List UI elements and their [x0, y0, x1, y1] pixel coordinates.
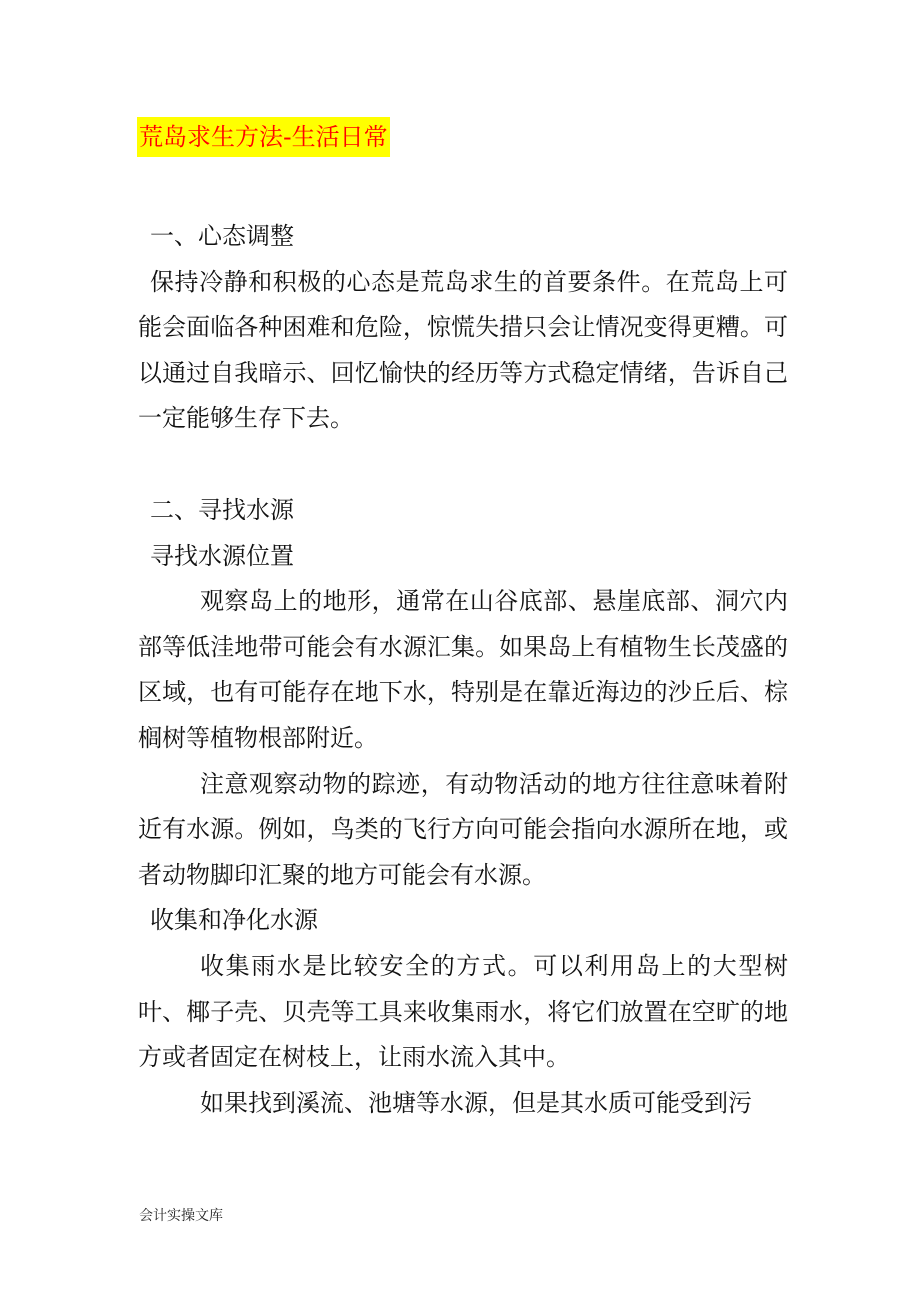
section-heading-water: 二、寻找水源	[150, 495, 294, 524]
paragraph-streams: 如果找到溪流、池塘等水源，但是其水质可能受到污	[200, 1088, 752, 1117]
subheading-find-water-location: 寻找水源位置	[150, 541, 294, 570]
section-spacer	[138, 442, 788, 488]
footer-source-label: 会计实操文库	[139, 1208, 223, 1224]
document-title: 荒岛求生方法-生活日常	[137, 117, 390, 157]
paragraph-animal-tracks: 注意观察动物的踪迹，有动物活动的地方往往意味着附近有水源。例如，鸟类的飞行方向可能会指向水源所在地，或者动物脚印汇聚的地方可能会有水源。	[138, 769, 788, 889]
paragraph-terrain: 观察岛上的地形，通常在山谷底部、悬崖底部、洞穴内部等低洼地带可能会有水源汇集。如果岛上有植物生长茂盛的区域，也有可能存在地下水，特别是在靠近海边的沙丘后、棕榈树等植物根部附近。	[138, 587, 788, 752]
document-body	[138, 214, 788, 1126]
paragraph-mindset: 保持冷静和积极的心态是荒岛求生的首要条件。在荒岛上可能会面临各种困难和危险，惊慌失措只会让情况变得更糟。可以通过自我暗示、回忆愉快的经历等方式稳定情绪，告诉自己一定能够生存下去。	[138, 267, 788, 433]
subheading-collect-purify-water: 收集和净化水源	[150, 906, 318, 935]
section-heading-mindset: 一、心态调整	[150, 222, 294, 250]
paragraph-rainwater: 收集雨水是比较安全的方式。可以利用岛上的大型树叶、椰子壳、贝壳等工具来收集雨水，将它们放置在空旷的地方或者固定在树枝上，让雨水流入其中。	[138, 951, 788, 1072]
